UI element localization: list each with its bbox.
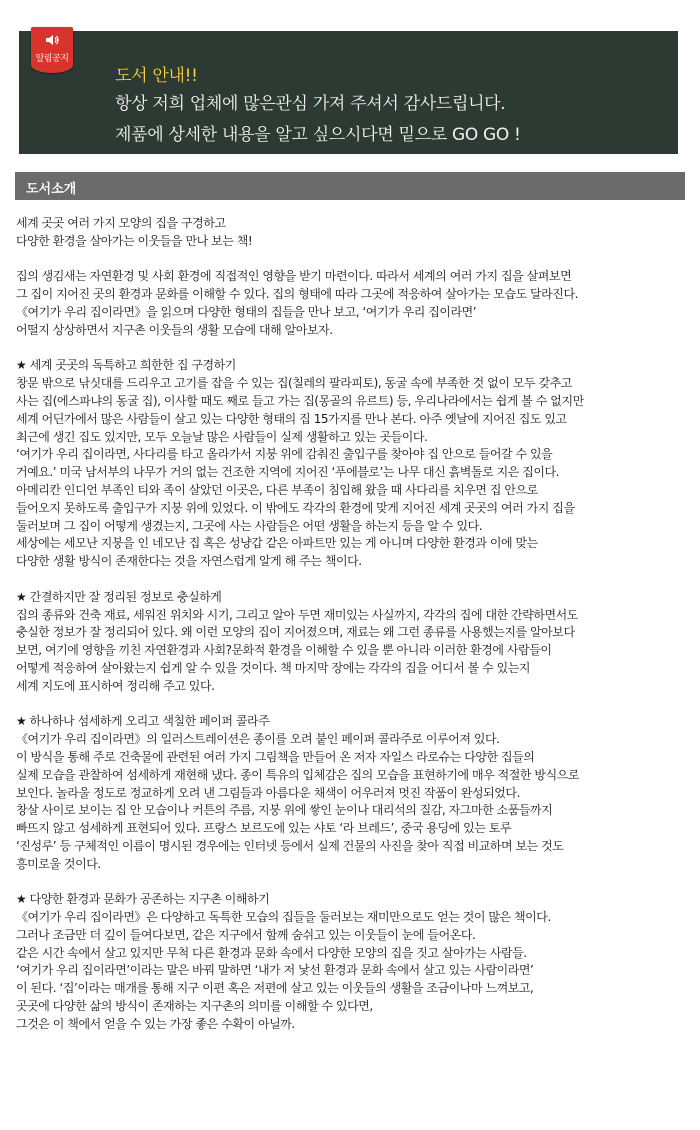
notice-line-thanks: 항상 저희 업체에 많은관심 가져 주셔서 감사드립니다. xyxy=(115,94,506,114)
unique-houses-paragraph xyxy=(16,357,688,571)
text-line: 어떨지 상상하면서 지구촌 이웃들의 생활 모습에 대해 알아보자. xyxy=(16,322,333,337)
text-line: 세상에는 세모난 지붕을 인 네모난 집 혹은 성냥갑 같은 아파트만 있는 게 아니며 다양한 환경과 이에 맞는 xyxy=(16,536,538,551)
information-paragraph xyxy=(16,589,688,696)
paragraph-heading: ★ 세계 곳곳의 독특하고 희한한 집 구경하기 xyxy=(16,358,236,373)
text-line: 《여기가 우리 집이라면》을 읽으며 다양한 형태의 집들을 만나 보고, ‘여기가 우리 집이라면’ xyxy=(16,304,477,319)
text-line: 세계 곳곳 여러 가지 모양의 집을 구경하고 xyxy=(16,216,226,230)
text-line: 세계 지도에 표시하여 정리해 주고 있다. xyxy=(16,678,215,693)
notice-board xyxy=(19,31,678,154)
global-village-paragraph xyxy=(16,891,688,1033)
text-line: 들어오지 못하도록 출입구가 지붕 위에 있었다. 이 밖에도 각각의 환경에 맞게 지어진 세계 곳곳의 여러 가지 집을 xyxy=(16,500,575,515)
text-line: ‘여기가 우리 집이라면, 사다리를 타고 올라가서 지붕 위에 감춰진 출입구를 찾아야 집 안으로 들어갈 수 있을 xyxy=(16,447,553,462)
speaker-icon xyxy=(44,32,60,48)
text-line: 보인다. 놀라울 정도로 정교하게 오려 낸 그림들과 아름다운 채색이 어우러져 멋진 작품이 완성되었다. xyxy=(16,785,520,800)
text-line: 이 방식을 통해 주로 건축물에 관련된 여러 가지 그림책을 만들어 온 저자 자일스 라로슈는 다양한 집들의 xyxy=(16,749,535,764)
text-line: 둘러보며 그 집이 어떻게 생겼는지, 그곳에 사는 사람들은 어떤 생활을 하는지 등을 알 수 있다. xyxy=(16,518,483,533)
text-line: 충실한 정보가 잘 정리되어 있다. 왜 이런 모양의 집이 지어졌으며, 재료는 왜 그런 종류를 사용했는지를 알아보다 xyxy=(16,625,575,640)
text-line: 《여기가 우리 집이라면》은 다양하고 독특한 모습의 집들을 둘러보는 재미만으로도 얻는 것이 많은 책이다. xyxy=(16,910,551,925)
text-line: 이 된다. ‘집’이라는 매개를 통해 지구 이편 혹은 저편에 살고 있는 이웃들의 생활을 조금이나마 느껴보고, xyxy=(16,981,534,996)
text-line: 거예요.’ 미국 남서부의 나무가 거의 없는 건조한 지역에 지어진 ‘푸에블로’는 나무 대신 흙벽돌로 지은 집이다. xyxy=(16,465,560,480)
text-line: 최근에 생긴 집도 있지만, 모두 오늘날 많은 사람들이 실제 생활하고 있는 곳들이다. xyxy=(16,429,428,444)
paragraph-heading: ★ 간결하지만 잘 정리된 정보로 충실하게 xyxy=(16,589,222,604)
section-title: 도서소개 xyxy=(26,182,77,197)
text-line: 사는 집(에스파냐의 동굴 집), 이사할 때도 째로 들고 가는 집(몽골의 유르트) 등, 우리나라에서는 쉽게 볼 수 없지만 xyxy=(16,393,584,408)
text-line: 다양한 환경을 살아가는 이웃들을 만나 보는 책! xyxy=(16,233,253,248)
text-line: 그것은 이 책에서 얻을 수 있는 가장 좋은 수확이 아닐까. xyxy=(16,1016,295,1031)
notice-badge xyxy=(31,27,73,73)
text-line: 창문 밖으로 낚싯대를 드리우고 고기를 잡을 수 있는 집(칠레의 팔라피토), 동굴 속에 부족한 것 없이 모두 갖추고 xyxy=(16,376,572,391)
text-line: 보면, 여기에 영향을 끼친 자연환경과 사회?문화적 환경을 이해할 수 있을 뿐 아니라 이러한 환경에 사람들이 xyxy=(16,643,552,658)
notice-title: 도서 안내!! xyxy=(115,66,198,86)
text-line: 어떻게 적응하여 살아왔는지 쉽게 알 수 있을 것이다. 책 마지막 장에는 각각의 집을 어디서 볼 수 있는지 xyxy=(16,660,531,675)
text-line: 집의 생김새는 자연환경 및 사회 환경에 직접적인 영향을 받기 마련이다. 따라서 세계의 여러 가지 집을 살펴보면 xyxy=(16,269,572,284)
paragraph-heading: ★ 다양한 환경과 문화가 공존하는 지구촌 이해하기 xyxy=(16,892,270,907)
text-line: ‘여기가 우리 집이라면’이라는 말은 바꿔 말하면 ‘내가 저 낯선 환경과 문화 속에서 살고 있는 사람이라면’ xyxy=(16,963,534,978)
overview-paragraph xyxy=(16,268,688,339)
section-header xyxy=(15,172,685,200)
text-line: 빠뜨지 않고 섬세하게 표현되어 있다. 프랑스 보르도에 있는 샤토 ‘라 브레드’, 중국 용딩에 있는 토루 xyxy=(16,821,512,836)
text-line: 그러나 조금만 더 깊이 들여다보면, 같은 지구에서 함께 숨쉬고 있는 이웃들이 눈에 들어온다. xyxy=(16,927,476,942)
paragraph-heading: ★ 하나하나 섬세하게 오리고 색칠한 페이퍼 콜라주 xyxy=(16,714,270,729)
text-line: 아메리칸 인디언 부족인 티와 족이 살았던 이곳은, 다른 부족이 침입해 왔을 때 사다리를 치우면 집 안으로 xyxy=(16,482,538,497)
collage-paragraph xyxy=(16,713,688,873)
text-line: 흥미로울 것이다. xyxy=(16,856,101,871)
text-line: 다양한 생활 방식이 존재한다는 것을 자연스럽게 알게 해 주는 책이다. xyxy=(16,554,362,569)
badge-label: 알림공지 xyxy=(35,54,69,64)
text-line: 곳곳에 다양한 삶의 방식이 존재하는 지구촌의 의미를 이해할 수 있다면, xyxy=(16,999,373,1014)
text-line: 실제 모습을 관찰하여 섬세하게 재현해 냈다. 종이 특유의 입체감은 집의 모습을 표현하기에 매우 적절한 방식으로 xyxy=(16,767,580,782)
text-line: 세계 어딘가에서 많은 사람들이 살고 있는 다양한 형태의 집 15가지를 만나 본다. 아주 옛날에 지어진 집도 있고 xyxy=(16,411,567,426)
text-line: 집의 종류와 건축 재료, 세워진 위치와 시기, 그리고 알아 두면 재미있는 사실까지, 각각의 집에 대한 간략하면서도 xyxy=(16,607,578,622)
notice-line-scroll-hint: 제품에 상세한 내용을 알고 싶으시다면 밑으로 GO GO ! xyxy=(115,125,521,145)
text-line: 그 집이 지어진 곳의 환경과 문화를 이해할 수 있다. 집의 형태에 따라 그곳에 적응하여 살아가는 모습도 달라진다. xyxy=(16,287,578,302)
intro-paragraph xyxy=(16,215,688,251)
text-line: 《여기가 우리 집이라면》의 일러스트레이션은 종이를 오려 붙인 페이퍼 콜라주로 이루어져 있다. xyxy=(16,732,500,747)
text-line: 같은 시간 속에서 살고 있지만 무척 다른 환경과 문화 속에서 다양한 모양의 집을 짓고 살아가는 사람들. xyxy=(16,945,527,960)
book-introduction-body xyxy=(16,215,688,1034)
text-line: 창살 사이로 보이는 집 안 모습이나 커튼의 주름, 지붕 위에 쌓인 눈이나 대리석의 질감, 자그마한 소품들까지 xyxy=(16,803,553,818)
text-line: ‘진성루’ 등 구체적인 이름이 명시된 경우에는 인터넷 등에서 실제 건물의 사진을 찾아 직접 비교하며 보는 것도 xyxy=(16,838,564,853)
